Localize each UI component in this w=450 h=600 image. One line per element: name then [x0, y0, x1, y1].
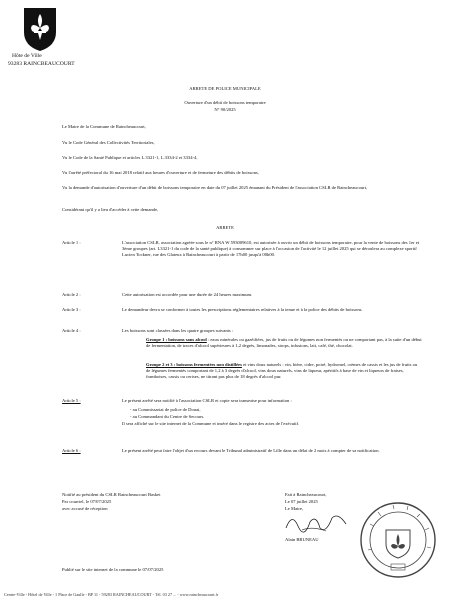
- page-title: ARRETE DE POLICE MUNICIPALE: [189, 86, 261, 91]
- visa-line: Vu le Code de la Santé Publique et articles L.3321-1, L.3334-2 et 3334-4,: [62, 155, 198, 160]
- arrete-number: N° 90/2025: [214, 107, 236, 112]
- publication-line: Publié sur le site internet de la commune le 07/07/2025: [62, 567, 164, 572]
- group-3-heading: Groupe 2 et 3 : boissons fermentées non distillées: [146, 362, 242, 367]
- group-1-text: : eaux minérales ou gazéifiées, jus de fruits ou de légumes non fermentés ou ne comportant pas, à la suite d'un début de fermentation, de traces d'alcool supérieures à 1,2 degrés, limonades, sirops, infusions, lait, café, thé, chocolat.: [146, 337, 422, 349]
- signature-date: Le 07 juillet 2025: [285, 499, 318, 504]
- group-3-text: et vins doux naturels : vin, bière, cidre, poiré, hydromel, crèmes de cassis et les jus de fruits ou de légumes fermentés comportant de 1,2 à 3 degrés d'alcool, vins doux naturels, vins de liqueur, apéritifs à base de vin et liqueurs de fraises, framboises, cassis ou cerises, ne titrant pas plus de 18 degrés d'alcool pur.: [146, 362, 418, 380]
- visa-line: Vu la demande d'autorisation d'ouverture d'un débit de boissons temporaire en date du 07 juillet 2025 émanant du Président de l'association CSLR de Raincheaucourt,: [62, 185, 368, 190]
- article-label: Article 3 :: [62, 307, 81, 312]
- town-name-label: 93283 RAINCBEAUCOURT: [8, 61, 75, 67]
- page-subtitle: Ouverture d'un débit de boissons temporaire: [184, 100, 266, 105]
- arrete-heading: ARRETE: [216, 225, 234, 230]
- article-text: Cette autorisation est accordée pour une durée de 24 heures maximum.: [122, 292, 253, 297]
- handwritten-signature: [282, 508, 352, 536]
- article-text: L'association CSLR, association agréée sous le n° RNA W 593009610, est autorisée à ouvrir un débit de boissons temporaire, pour la vente de boissons des 1er et 3ème groupes (art. L3321-1 du code de la santé publique) à consommer sur place à l'occasion de l'activité le 12 juillet 2025 qui se déroulera au complexe sportif Lucien Tockner, rue des Glaieux à Raincheaucourt à partir de 17h00 jusqu'à 00h00.: [122, 240, 420, 258]
- group-1-heading: Groupe 1 : boissons sans alcool: [146, 337, 207, 342]
- article-text: Le présent arrêté peut faire l'objet d'un recours devant le Tribunal administratif de Lille dans un délai de 2 mois à compter de sa notification.: [122, 448, 380, 453]
- fleur-de-lis-logo-icon: [22, 6, 58, 52]
- article-text: Le présent arrêté sera notifié à l'association CSLR et copie sera transmise pour information :: [122, 398, 292, 403]
- footer-address: Centre-Ville - Hôtel de Ville - 1 Place de Gaulle - BP 11 - 59283 RAINCHEAUCOURT - Tél. 03 27 ... - www.raincheaucourt.fr: [4, 592, 219, 597]
- considerant-line: Considérant qu'il y a lieu d'accéder à cette demande,: [62, 207, 159, 212]
- signer-name: Alain BRUNEAU: [285, 537, 319, 542]
- mayor-line: Le Maire de la Commune de Raincheaucourt,: [62, 124, 146, 129]
- group-3-paragraph: [146, 362, 422, 381]
- group-1-paragraph: [146, 337, 422, 349]
- visa-line: Vu l'arrêté préfectoral du 16 mai 2018 relatif aux heures d'ouverture et de fermeture des débits de boissons,: [62, 170, 259, 175]
- mairie-seal-stamp: [358, 500, 438, 580]
- notification-line: Notifié au président du CSLR Raincheaucourt Basket: [62, 492, 161, 497]
- recipient-item: - au Commissariat de police de Douai,: [130, 407, 201, 412]
- notification-line: Par courriel, le 07/07/2025: [62, 499, 112, 504]
- article-label: Article 4 :: [62, 328, 81, 333]
- article-label: Article 5 :: [62, 398, 81, 403]
- signature-title: Le Maire,: [285, 506, 304, 511]
- notification-line: avec accusé de réception: [62, 506, 108, 511]
- article-label: Article 6 :: [62, 448, 81, 453]
- recipient-item: - au Commandant du Centre de Secours.: [130, 414, 205, 419]
- article-text: Il sera affiché sur le site internet de la Commune et inséré dans le registre des actes de l'exécutif.: [122, 421, 300, 426]
- town-hall-label: Hôte de Ville: [12, 53, 42, 59]
- article-label: Article 1 :: [62, 240, 81, 245]
- article-text: Les boissons sont classées dans les quatre groupes suivants :: [122, 328, 234, 333]
- article-label: Article 2 :: [62, 292, 81, 297]
- visa-line: Vu le Code Général des Collectivités Territoriales,: [62, 140, 155, 145]
- signature-place: Fait à Raincheaucourt,: [285, 492, 327, 497]
- article-text: Le demandeur devra se conformer à toutes les prescriptions réglementaires relatives à la tenue et à la police des débits de boissons.: [122, 307, 363, 312]
